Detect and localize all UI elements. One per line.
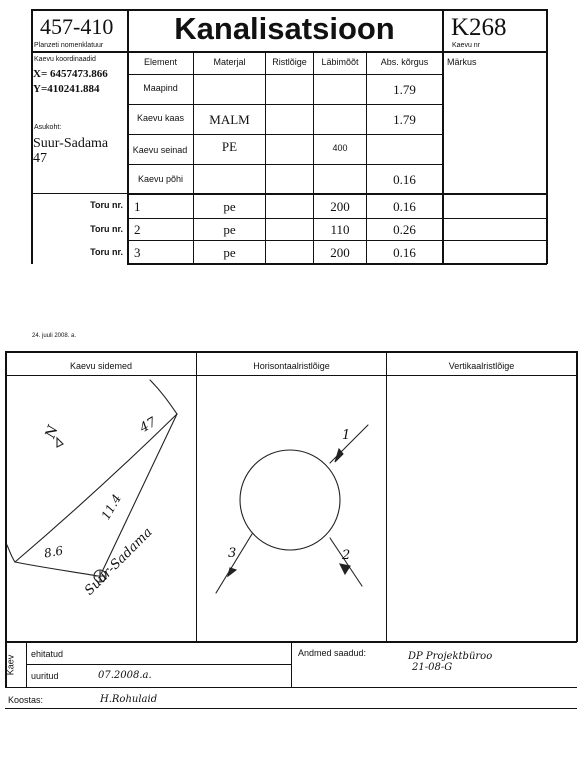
sketch-header-connections: Kaevu sidemed	[69, 361, 133, 371]
lot-line-top	[150, 380, 177, 414]
surveyed-value: 07.2008.a.	[98, 670, 152, 681]
pipe-3-material: pe	[223, 245, 236, 260]
location-sketch	[7, 380, 177, 582]
pipe-3-diameter: 200	[330, 245, 350, 260]
distance-8-6-label: 8.6	[42, 543, 65, 561]
footer-side-label: Kaev	[5, 654, 16, 676]
pipe-3-no: 3	[134, 245, 141, 260]
pipe-2-height: 0.26	[393, 222, 416, 237]
line-8-6	[15, 562, 98, 576]
row-element-lid: Kaevu kaas	[136, 113, 185, 123]
sheet-number: 457-410	[40, 14, 114, 39]
source-value-1: DP Projektbüroo	[408, 651, 493, 662]
col-header-cross-section: Ristlõige	[272, 57, 307, 67]
pipe-label-3: Toru nr.	[90, 247, 123, 257]
row-element-bottom: Kaevu põhi	[137, 174, 184, 184]
author-label: Koostas:	[8, 695, 44, 705]
col-header-element: Element	[143, 57, 178, 67]
sketch-header-horizontal: Horisontaalristlõige	[253, 361, 330, 371]
col-header-abs-height: Abs. kõrgus	[380, 57, 429, 67]
pipe-label-2: Toru nr.	[90, 224, 123, 234]
distance-47-label: 47	[137, 414, 160, 437]
well-caption: Kaevu nr	[452, 42, 481, 49]
pipe-3-height: 0.16	[393, 245, 416, 260]
lot-line-left	[7, 545, 15, 562]
pipe-1-height: 0.16	[393, 199, 416, 214]
col-header-notes: Märkus	[447, 57, 477, 67]
pipe-1-hand-label: 1	[342, 428, 351, 443]
pipe-2-no: 2	[134, 222, 141, 237]
north-label: N	[42, 423, 62, 441]
horizontal-section	[216, 425, 368, 593]
sheet-caption: Planzeti nomenklatuur	[34, 42, 104, 49]
row-bottom-height: 0.16	[393, 172, 416, 187]
pipe-label-1: Toru nr.	[90, 200, 123, 210]
well-circle	[240, 450, 340, 550]
pipe-3-line	[216, 534, 252, 593]
row-walls-material: PE	[221, 139, 238, 154]
date-stamp: 24. juuli 2008. a.	[32, 333, 77, 339]
row-element-ground: Maapind	[143, 83, 178, 93]
address-line1: Suur-Sadama	[33, 136, 109, 151]
row-ground-height: 1.79	[393, 82, 416, 97]
pipe-2-hand-label: 2	[342, 548, 351, 563]
sketch-header-vertical: Vertikaalristlõige	[448, 361, 515, 371]
street-label: Suur-Sadama	[82, 525, 156, 599]
author-value: H.Rohulaid	[100, 694, 158, 705]
surveyed-label: uuritud	[31, 671, 59, 681]
page-title: Kanalisatsioon	[174, 11, 395, 46]
source-value-2: 21-08-G	[412, 662, 453, 673]
coord-x: X= 6457473.866	[33, 68, 108, 80]
built-label: ehitatud	[31, 649, 64, 659]
address-label: Asukoht:	[34, 124, 62, 131]
line-11-4	[15, 414, 177, 562]
distance-11-4-label: 11.4	[98, 491, 125, 523]
row-element-walls: Kaevu seinad	[132, 145, 188, 155]
pipe-1-no: 1	[134, 199, 141, 214]
coord-y: Y=410241.884	[33, 83, 100, 95]
col-header-material: Materjal	[213, 57, 246, 67]
pipe-1-diameter: 200	[330, 199, 350, 214]
pipe-1-material: pe	[223, 199, 236, 214]
pipe-2-diameter: 110	[330, 222, 350, 237]
col-header-diameter: Läbimõõt	[321, 57, 359, 67]
row-walls-diameter: 400	[332, 143, 348, 153]
row-lid-material: MALM	[209, 112, 250, 127]
pipe-3-hand-label: 3	[228, 546, 237, 561]
well-number: K268	[451, 14, 507, 41]
row-lid-height: 1.79	[393, 112, 416, 127]
pipe-2-material: pe	[223, 222, 236, 237]
source-label: Andmed saadud:	[298, 648, 367, 658]
coords-label: Kaevu koordinaadid	[34, 56, 96, 63]
address-line2: 47	[33, 151, 47, 166]
